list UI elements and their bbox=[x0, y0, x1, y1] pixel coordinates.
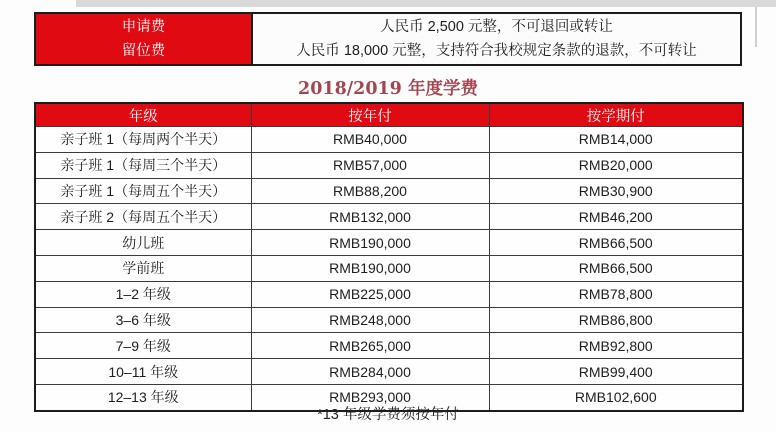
application-fee-label: 申请费 bbox=[121, 19, 166, 35]
semester-payment-cell: RMB14,000 bbox=[489, 127, 743, 153]
table-row bbox=[35, 255, 743, 281]
semester-payment-cell: RMB20,000 bbox=[489, 152, 743, 178]
footnote: *13 年级学费须按年付 bbox=[317, 407, 459, 423]
semester-payment-cell: RMB102,600 bbox=[489, 384, 743, 410]
scan-artifact-line bbox=[755, 7, 757, 47]
annual-payment-cell: RMB190,000 bbox=[251, 255, 489, 281]
fees-label-cell bbox=[36, 14, 253, 64]
seat-reservation-fee-label: 留位费 bbox=[121, 43, 166, 59]
application-fee-value: 人民币 2,500 元整，不可退回或转让 bbox=[380, 19, 613, 35]
grade-cell: 3–6 年级 bbox=[35, 307, 251, 333]
semester-payment-cell: RMB30,900 bbox=[489, 178, 743, 204]
column-header-grade: 年级 bbox=[35, 103, 251, 127]
grade-cell: 幼儿班 bbox=[35, 230, 251, 256]
annual-payment-cell: RMB248,000 bbox=[251, 307, 489, 333]
grade-cell: 12–13 年级 bbox=[35, 384, 251, 410]
semester-payment-cell: RMB99,400 bbox=[489, 359, 743, 385]
grade-cell: 亲子班 1（每周两个半天） bbox=[35, 127, 251, 153]
grade-cell: 10–11 年级 bbox=[35, 359, 251, 385]
annual-payment-cell: RMB293,000 bbox=[251, 384, 489, 410]
grade-cell: 亲子班 2（每周五个半天） bbox=[35, 204, 251, 230]
annual-payment-cell: RMB284,000 bbox=[251, 359, 489, 385]
table-row bbox=[35, 152, 743, 178]
seat-reservation-fee-value: 人民币 18,000 元整，支持符合我校规定条款的退款，不可转让 bbox=[296, 43, 697, 59]
annual-payment-cell: RMB40,000 bbox=[251, 127, 489, 153]
fees-value-cell bbox=[253, 14, 740, 64]
annual-payment-cell: RMB265,000 bbox=[251, 333, 489, 359]
table-row bbox=[35, 230, 743, 256]
tuition-table-body bbox=[35, 127, 743, 411]
scan-artifact-strip bbox=[76, 0, 776, 7]
grade-cell: 1–2 年级 bbox=[35, 281, 251, 307]
tuition-table bbox=[34, 102, 744, 412]
annual-payment-cell: RMB88,200 bbox=[251, 178, 489, 204]
column-header-semester-payment: 按学期付 bbox=[489, 103, 743, 127]
semester-payment-cell: RMB86,800 bbox=[489, 307, 743, 333]
semester-payment-cell: RMB92,800 bbox=[489, 333, 743, 359]
column-header-annual-payment: 按年付 bbox=[251, 103, 489, 127]
fees-table bbox=[34, 12, 742, 66]
semester-payment-cell: RMB46,200 bbox=[489, 204, 743, 230]
table-row bbox=[35, 204, 743, 230]
annual-payment-cell: RMB190,000 bbox=[251, 230, 489, 256]
table-row bbox=[35, 307, 743, 333]
annual-payment-cell: RMB225,000 bbox=[251, 281, 489, 307]
grade-cell: 亲子班 1（每周五个半天） bbox=[35, 178, 251, 204]
semester-payment-cell: RMB66,500 bbox=[489, 230, 743, 256]
page-title: 2018/2019 年度学费 bbox=[298, 79, 478, 99]
annual-payment-cell: RMB132,000 bbox=[251, 204, 489, 230]
annual-payment-cell: RMB57,000 bbox=[251, 152, 489, 178]
grade-cell: 7–9 年级 bbox=[35, 333, 251, 359]
grade-cell: 亲子班 1（每周三个半天） bbox=[35, 152, 251, 178]
table-row bbox=[35, 127, 743, 153]
table-row bbox=[35, 178, 743, 204]
semester-payment-cell: RMB66,500 bbox=[489, 255, 743, 281]
table-row bbox=[35, 281, 743, 307]
table-row bbox=[35, 333, 743, 359]
table-row bbox=[35, 359, 743, 385]
tuition-table-header-row bbox=[35, 103, 743, 127]
grade-cell: 学前班 bbox=[35, 255, 251, 281]
semester-payment-cell: RMB78,800 bbox=[489, 281, 743, 307]
